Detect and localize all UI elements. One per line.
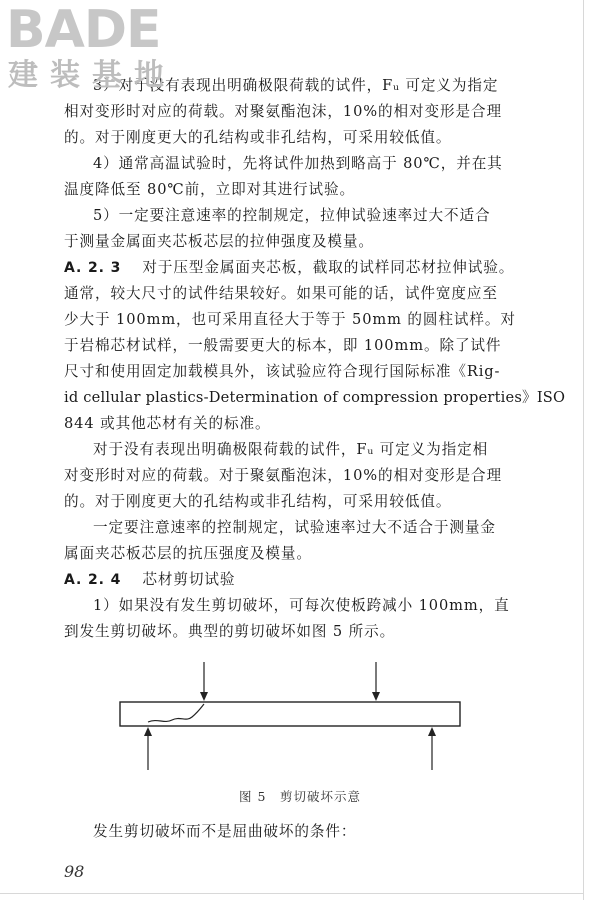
section-heading-a24: A. 2. 4 (64, 572, 122, 588)
text-line: 的。对于刚度更大的孔结构或非孔结构，可采用较低值。 (64, 493, 452, 510)
text-line: 少大于 100mm，也可采用直径大于等于 50mm 的圆柱试样。对 (64, 311, 516, 328)
text-line: 通常，较大尺寸的试件结果较好。如果可能的话，试件宽度应至 (64, 285, 498, 302)
text-line: 属面夹芯板芯层的抗压强度及模量。 (64, 545, 312, 562)
sandwich-panel (120, 702, 460, 726)
text-line: 温度降低至 80℃前，立即对其进行试验。 (64, 181, 356, 198)
page-border-bottom (0, 893, 584, 894)
section-title-a24: 芯材剪切试验 (142, 571, 236, 588)
watermark-logo (6, 2, 176, 102)
text-line: 对于没有表现出明确极限荷载的试件，Fᵤ 可定义为指定相 (93, 441, 489, 458)
section-line-a23 (64, 258, 564, 278)
support-arrowhead-left (144, 727, 152, 736)
shear-failure-figure (100, 662, 500, 772)
logo-subtitle: 建装基地 (8, 58, 176, 93)
text-line: 发生剪切破坏而不是屈曲破坏的条件： (93, 823, 357, 840)
support-arrowhead-right (428, 727, 436, 736)
figure-caption: 图 5 剪切破坏示意 (239, 789, 361, 804)
page-border-right (583, 0, 584, 900)
text-line: 于岩棉芯材试样，一般需要更大的标本，即 100mm。除了试件 (64, 337, 502, 354)
text-line: 1）如果没有发生剪切破坏，可每次使板跨减小 100mm，直 (93, 597, 510, 614)
page-number: 98 (64, 862, 85, 881)
text-line: 尺寸和使用固定加载模具外，该试验应符合现行国际标准《Rig- (64, 363, 501, 380)
text-line: 的。对于刚度更大的孔结构或非孔结构，可采用较低值。 (64, 129, 452, 146)
text-span: 对于压型金属面夹芯板，截取的试样同芯材拉伸试验。 (142, 259, 515, 276)
text-line: id cellular plastics-Determination of compression properties》ISO (64, 389, 566, 406)
load-arrowhead-right (372, 692, 380, 701)
text-line: 4）通常高温试验时，先将试件加热到略高于 80℃，并在其 (93, 155, 503, 172)
load-arrowhead-left (200, 692, 208, 701)
text-line: 3）对于没有表现出明确极限荷载的试件，Fᵤ 可定义为指定 (93, 77, 499, 94)
text-line: 5）一定要注意速率的控制规定，拉伸试验速率过大不适合 (93, 207, 491, 224)
text-line: 844 或其他芯材有关的标准。 (64, 415, 271, 432)
text-line: 对变形时对应的荷载。对于聚氨酯泡沫，10%的相对变形是合理 (64, 467, 502, 484)
section-heading-a23: A. 2. 3 (64, 260, 122, 276)
text-line: 到发生剪切破坏。典型的剪切破坏如图 5 所示。 (64, 623, 396, 640)
text-line: 于测量金属面夹芯板芯层的拉伸强度及模量。 (64, 233, 374, 250)
text-line: 一定要注意速率的控制规定，试验速率过大不适合于测量金 (93, 519, 496, 536)
text-line: 相对变形时对应的荷载。对聚氨酯泡沫，10%的相对变形是合理 (64, 103, 502, 120)
logo-brand: BADE (6, 0, 161, 60)
section-line-a24 (64, 570, 564, 590)
